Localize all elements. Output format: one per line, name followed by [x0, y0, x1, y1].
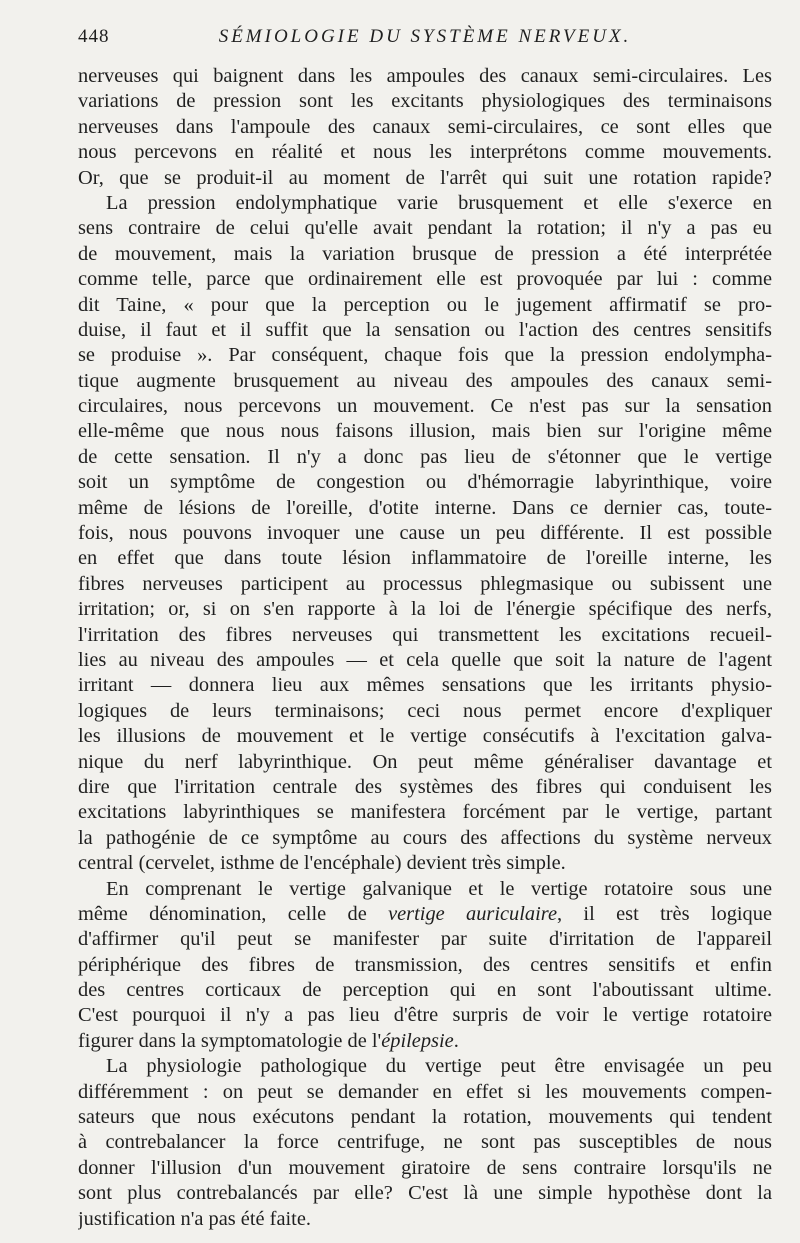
- text-line: nique du nerf labyrinthique. On peut même généraliser davantage et: [78, 750, 772, 773]
- text-line: sens contraire de celui qu'elle avait pendant la rotation; il n'y a pas eu: [78, 217, 772, 240]
- text-line: La physiologie pathologique du vertige peut être envisagée un peu: [106, 1055, 772, 1078]
- text-span: .: [453, 1029, 459, 1052]
- text-line: soit un symptôme de congestion ou d'hémorragie labyrinthique, voire: [78, 471, 772, 494]
- text-line: nerveuses dans l'ampoule des canaux semi-circulaires, ce sont elles que: [78, 115, 772, 138]
- text-line: Or, que se produit-il au moment de l'arrêt qui suit une rotation rapide?: [78, 166, 772, 189]
- text-line: en effet que dans toute lésion inflammatoire de l'oreille interne, les: [78, 547, 772, 570]
- text-line: nous percevons en réalité et nous les interprétons comme mouvements.: [78, 141, 772, 164]
- text-line: d'affirmer qu'il peut se manifester par suite d'irritation de l'appareil: [78, 928, 772, 951]
- text-line: [78, 1029, 772, 1054]
- text-line: différemment : on peut se demander en effet si les mouvements compen-: [78, 1080, 772, 1103]
- text-line: la pathogénie de ce symptôme au cours des affections du système nerveux: [78, 826, 772, 849]
- page-header: [78, 26, 772, 54]
- text-line: variations de pression sont les excitants physiologiques des terminaisons: [78, 90, 772, 113]
- italic-term: vertige auriculaire: [388, 902, 558, 925]
- text-line: se produise ». Par conséquent, chaque fois que la pression endolympha-: [78, 344, 772, 367]
- text-line: circulaires, nous percevons un mouvement. Ce n'est pas sur la sensation: [78, 395, 772, 418]
- text-line: La pression endolymphatique varie brusquement et elle s'exerce en: [106, 191, 772, 214]
- text-line: de mouvement, mais la variation brusque de pression a été interprétée: [78, 242, 772, 265]
- text-line: fibres nerveuses participent au processus phlegmasique ou subissent une: [78, 572, 772, 595]
- running-title: SÉMIOLOGIE DU SYSTÈME NERVEUX.: [218, 26, 632, 47]
- text-line: sont plus contrebalancés par elle? C'est là une simple hypothèse dont la: [78, 1182, 772, 1205]
- text-line: logiques de leurs terminaisons; ceci nous permet encore d'expliquer: [78, 699, 772, 722]
- text-line: [78, 902, 772, 927]
- italic-term: épilepsie: [381, 1029, 454, 1052]
- text-line: justification n'a pas été faite.: [78, 1207, 311, 1230]
- text-line: irritant — donnera lieu aux mêmes sensations que les irritants physio-: [78, 674, 772, 697]
- text-span: figurer dans la symptomatologie de l': [78, 1029, 382, 1052]
- text-line: En comprenant le vertige galvanique et le vertige rotatoire sous une: [106, 877, 772, 900]
- text-line: nerveuses qui baignent dans les ampoules des canaux semi-circulaires. Les: [78, 65, 772, 87]
- text-line: C'est pourquoi il n'y a pas lieu d'être surpris de voir le vertige rotatoire: [78, 1004, 772, 1027]
- text-line: périphérique des fibres de transmission, des centres sensitifs et enfin: [78, 953, 772, 976]
- body-text: [78, 64, 772, 1232]
- text-line: central (cervelet, isthme de l'encéphale) devient très simple.: [78, 852, 566, 875]
- text-span: même dénomination, celle de: [78, 902, 367, 925]
- text-line: dit Taine, « pour que la perception ou le jugement affirmatif se pro-: [78, 293, 772, 316]
- text-line: les illusions de mouvement et le vertige consécutifs à l'excitation galva-: [78, 725, 772, 748]
- text-line: excitations labyrinthiques se manifestera forcément par le vertige, partant: [78, 801, 772, 824]
- text-line: même de lésions de l'oreille, d'otite interne. Dans ce dernier cas, toute-: [78, 496, 772, 519]
- text-line: sateurs que nous exécutons pendant la rotation, mouvements qui tendent: [78, 1106, 772, 1129]
- text-line: de cette sensation. Il n'y a donc pas lieu de s'étonner que le vertige: [78, 445, 772, 468]
- text-span: , il est très logique: [557, 902, 772, 925]
- text-line: elle-même que nous nous faisons illusion, mais bien sur l'origine même: [78, 420, 772, 443]
- text-line: irritation; or, si on s'en rapporte à la loi de l'énergie spécifique des nerfs,: [78, 598, 772, 621]
- text-line: duise, il faut et il suffit que la sensation ou l'action des centres sensitifs: [78, 318, 772, 341]
- text-line: à contrebalancer la force centrifuge, ne sont pas susceptibles de nous: [78, 1131, 772, 1154]
- text-line: des centres corticaux de perception qui en sont l'aboutissant ultime.: [78, 979, 772, 1002]
- text-line: lies au niveau des ampoules — et cela quelle que soit la nature de l'agent: [78, 648, 772, 671]
- page-number: 448: [78, 26, 110, 47]
- text-line: tique augmente brusquement au niveau des ampoules des canaux semi-: [78, 369, 772, 392]
- text-line: l'irritation des fibres nerveuses qui transmettent les excitations recueil-: [78, 623, 772, 646]
- text-line: donner l'illusion d'un mouvement giratoire de sens contraire lorsqu'ils ne: [78, 1156, 772, 1179]
- text-line: dire que l'irritation centrale des systèmes des fibres qui conduisent les: [78, 775, 772, 798]
- text-line: fois, nous pouvons invoquer une cause un peu différente. Il est possible: [78, 522, 772, 545]
- text-line: comme telle, parce que ordinairement elle est provoquée par lui : comme: [78, 268, 772, 291]
